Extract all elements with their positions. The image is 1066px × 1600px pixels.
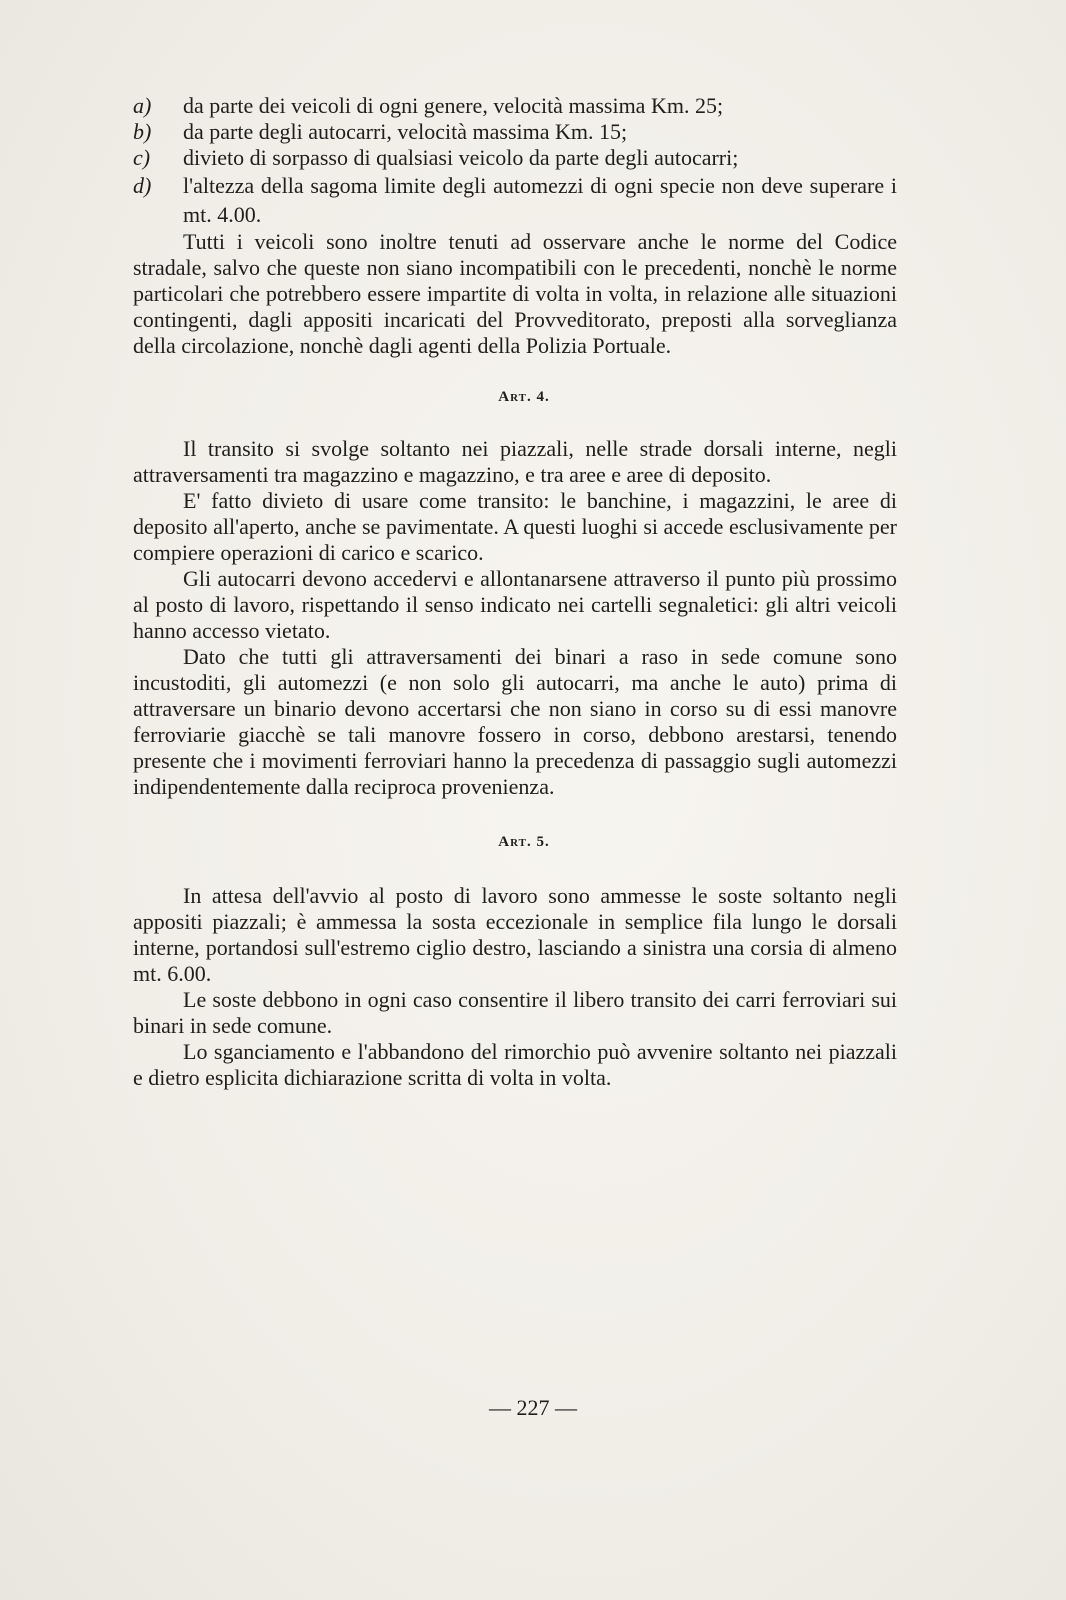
document-body (133, 93, 897, 1091)
list-item-a (133, 93, 897, 119)
art4-paragraph-4: Dato che tutti gli attraversamenti dei binari a raso in sede comune sono incustoditi, gli automezzi (e non solo gli autocarri, ma anche le auto) prima di attraversare un binario devono accertarsi che non siano in corso su di essi manovre ferroviarie giacchè se tali manovre fossero in corso, debbono arestarsi, tenendo presente che i movimenti ferroviari hanno la precedenza di passaggio sugli automezzi indipendentemente dalla reciproca provenienza. (133, 644, 897, 799)
list-text: divieto di sorpasso di qualsiasi veicolo da parte degli autocarri; (183, 145, 739, 170)
art5-paragraph-2: Le soste debbono in ogni caso consentire il libero transito dei carri ferroviari sui binari in sede comune. (133, 987, 897, 1038)
art4-paragraph-1: Il transito si svolge soltanto nei piazzali, nelle strade dorsali interne, negli attraversamenti tra magazzino e magazzino, e tra aree e aree di deposito. (133, 436, 897, 487)
list-text: da parte dei veicoli di ogni genere, velocità massima Km. 25; (183, 93, 724, 118)
list-text: l'altezza della sagoma limite degli automezzi di ogni specie non deve superare i mt. 4.00. (183, 173, 897, 227)
paragraph-intro: Tutti i veicoli sono inoltre tenuti ad osservare anche le norme del Codice stradale, salvo che queste non siano incompatibili con le precedenti, nonchè le norme particolari che potrebbero essere impartite di volta in volta, in relazione alle situazioni contingenti, dagli appositi incaricati del Provveditorato, preposti alla sorveglianza della circolazione, nonchè dagli agenti della Polizia Portuale. (133, 229, 897, 358)
list-marker: a) (133, 93, 152, 118)
list-marker: d) (133, 173, 152, 198)
list-marker: b) (133, 119, 152, 144)
art4-paragraph-2: E' fatto divieto di usare come transito: le banchine, i magazzini, le aree di deposito all'aperto, anche se pavimentate. A questi luoghi si accede esclusivamente per compiere operazioni di carico e scarico. (133, 488, 897, 565)
article-5-heading: Art. 5. (498, 834, 550, 850)
list-text: da parte degli autocarri, velocità massima Km. 15; (183, 119, 628, 144)
art5-paragraph-1: In attesa dell'avvio al posto di lavoro sono ammesse le soste soltanto negli appositi piazzali; è ammessa la sosta eccezionale in semplice fila lungo le dorsali interne, portandosi sull'estremo ciglio destro, lasciando a sinistra una corsia di almeno mt. 6.00. (133, 883, 897, 986)
list-item-b (133, 119, 897, 145)
art5-paragraph-3: Lo sganciamento e l'abbandono del rimorchio può avvenire soltanto nei piazzali e dietro esplicita dichiarazione scritta di volta in volta. (133, 1039, 897, 1090)
article-4-heading: Art. 4. (498, 389, 550, 405)
list-item-c (133, 145, 897, 171)
page-number: — 227 — (489, 1395, 577, 1420)
list-item-d (133, 171, 897, 229)
art4-paragraph-3: Gli autocarri devono accedervi e allontanarsene attraverso il punto più prossimo al posto di lavoro, rispettando il senso indicato nei cartelli segnaletici: gli altri veicoli hanno accesso vietato. (133, 566, 897, 643)
list-marker: c) (133, 145, 151, 170)
